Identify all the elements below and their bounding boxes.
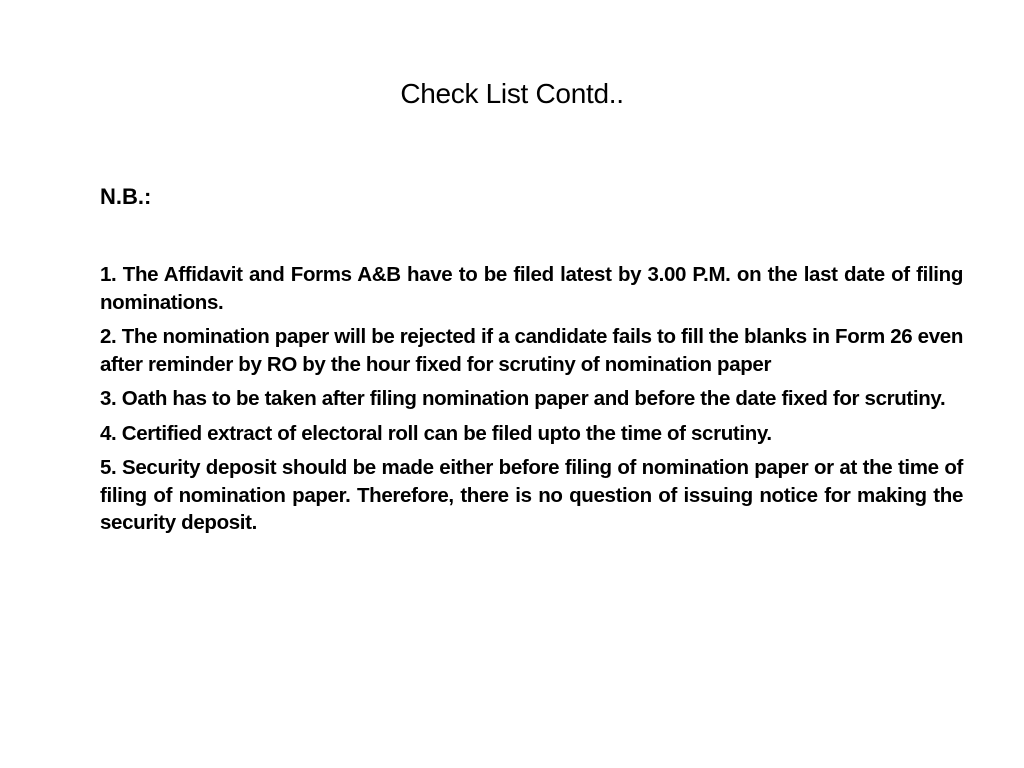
note-item-2: 2. The nomination paper will be rejected if a candidate fails to fill the blanks in Form 26 even after reminder by RO by the hour fixed for scrutiny of nomination paper — [100, 325, 963, 376]
nb-label: N.B.: — [100, 184, 152, 209]
note-item-1: 1. The Affidavit and Forms A&B have to be filed latest by 3.00 P.M. on the last date of filing nominations. — [100, 263, 963, 314]
note-item-4: 4. Certified extract of electoral roll can be filed upto the time of scrutiny. — [100, 421, 772, 445]
note-item-5: 5. Security deposit should be made either before filing of nomination paper or at the time of filing of nomination paper. Therefore, there is no question of issuing notice for making the security deposit. — [100, 456, 963, 534]
note-item-3: 3. Oath has to be taken after filing nomination paper and before the date fixed for scrutiny. — [100, 387, 946, 410]
notes-list — [100, 261, 963, 544]
slide-title: Check List Contd.. — [400, 78, 624, 109]
